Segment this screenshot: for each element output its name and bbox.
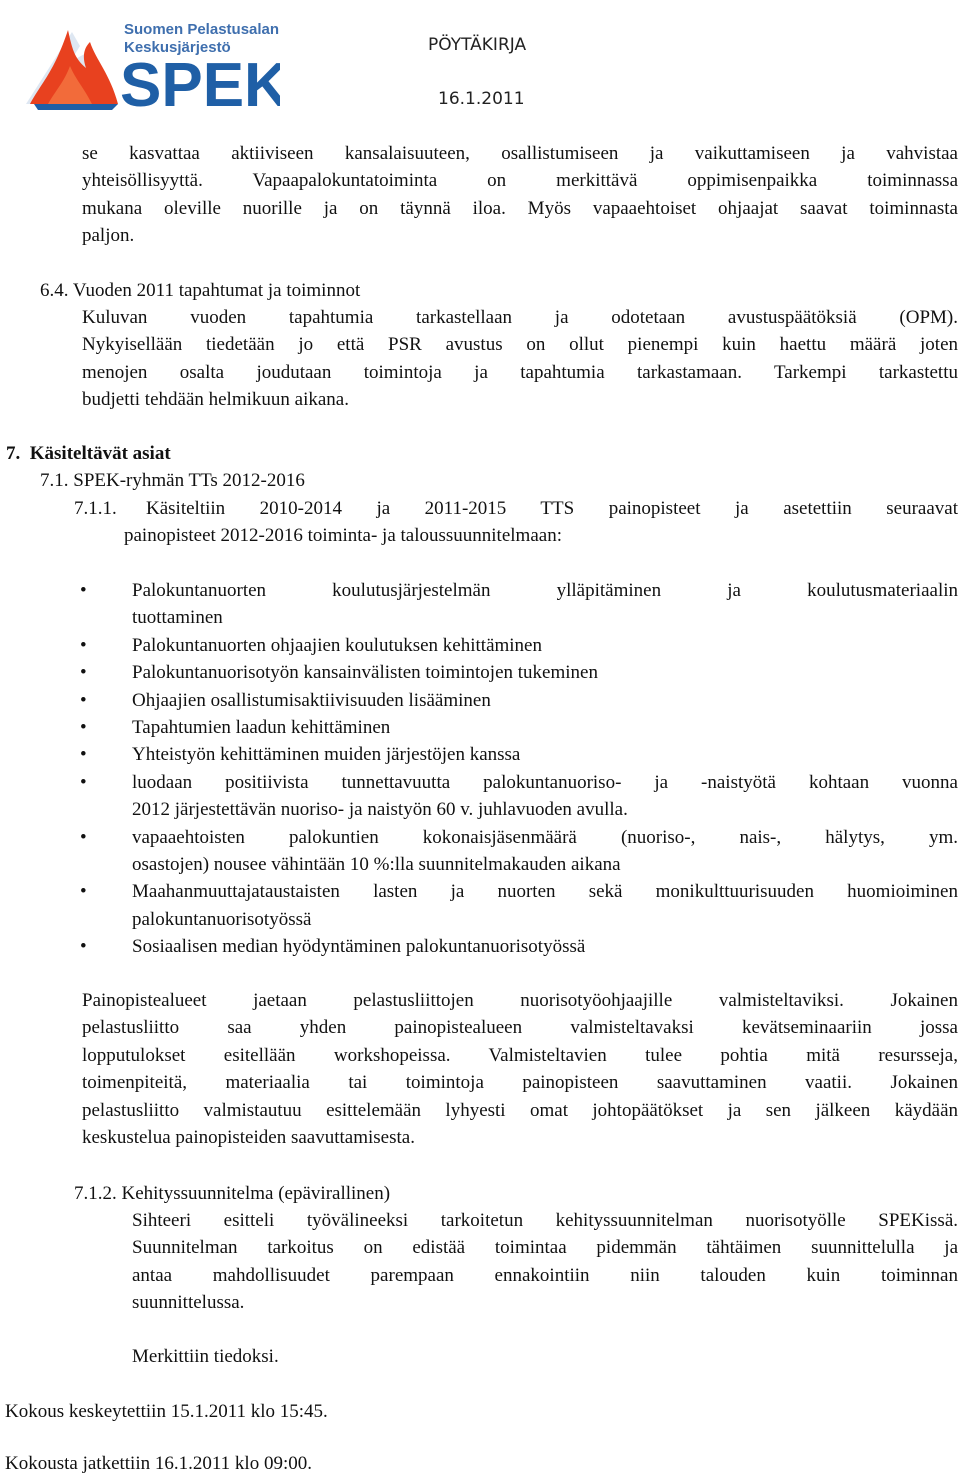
painopiste-line: keskustelua painopisteiden saavuttamisesta. bbox=[82, 1127, 415, 1149]
item-7-1-1-body bbox=[146, 495, 958, 522]
spek-logo bbox=[20, 12, 280, 112]
item-7-1-1-line: Käsiteltiin 2010-2014 ja 2011-2015 TTS painopisteet ja asetettiin seuraavat bbox=[146, 498, 958, 519]
bullet-icon: • bbox=[80, 689, 87, 711]
list-item-line: 2012 järjestettävän nuoriso- ja naistyön 60 v. juhlavuoden avulla. bbox=[132, 799, 628, 821]
bullet-icon: • bbox=[80, 662, 87, 684]
painopiste-line: toimenpiteitä, materiaalia tai toimintoja painopisteen saavuttaminen vaatii. Jokainen bbox=[82, 1072, 958, 1094]
list-item-line: Ohjaajien osallistumisaktiivisuuden lisääminen bbox=[132, 689, 491, 711]
item-7-1-2-line: antaa mahdollisuudet parempaan ennakointiin niin talouden kuin toiminnan bbox=[132, 1264, 958, 1286]
logo-org-line1: Suomen Pelastusalan bbox=[124, 21, 280, 38]
list-item-line: tuottaminen bbox=[132, 607, 223, 629]
doc-date: 16.1.2011 bbox=[438, 89, 525, 109]
painopiste-paragraph bbox=[82, 987, 958, 1151]
item-7-1-2-line: suunnittelussa. bbox=[132, 1292, 245, 1314]
section-6-4-body bbox=[82, 304, 958, 414]
item-7-1-2-line: Sihteeri esitteli työvälineeksi tarkoitetun kehityssuunnitelman nuorisotyölle SPEKissä. bbox=[132, 1210, 958, 1231]
list-item-line: Palokuntanuorten ohjaajien koulutuksen kehittäminen bbox=[132, 634, 542, 656]
list-item bbox=[80, 769, 958, 824]
bullet-icon: • bbox=[80, 771, 87, 793]
intro-line: yhteisöllisyyttä. Vapaapalokuntatoiminta on merkittävä oppimisenpaikka toiminnassa bbox=[82, 170, 958, 192]
intro-line: se kasvattaa aktiiviseen kansalaisuuteen, osallistumiseen ja vaikuttamiseen ja vahvistaa bbox=[82, 143, 958, 164]
meeting-resumed: Kokousta jatkettiin 16.1.2011 klo 09:00. bbox=[5, 1453, 312, 1474]
section-6-4-line: Nykyisellään tiedetään jo että PSR avustus on ollut pienempi kuin haettu määrä joten bbox=[82, 334, 958, 356]
bullet-icon: • bbox=[80, 580, 87, 601]
section-6-4-line: menojen osalta joudutaan toimintoja ja tapahtumia tarkastamaan. Tarkempi tarkastettu bbox=[82, 361, 958, 383]
list-item-line: Sosiaalisen median hyödyntäminen palokuntanuorisotyössä bbox=[132, 936, 586, 958]
item-7-1-1-number: 7.1.1. bbox=[74, 498, 117, 519]
painopiste-line: Painopistealueet jaetaan pelastusliittojen nuorisotyöohjaajille valmisteltaviksi. Jokainen bbox=[82, 990, 958, 1011]
list-item-line: Tapahtumien laadun kehittäminen bbox=[132, 717, 391, 739]
bullet-icon: • bbox=[80, 744, 87, 766]
list-item bbox=[80, 632, 958, 659]
bullet-icon: • bbox=[80, 826, 87, 848]
list-item bbox=[80, 741, 958, 768]
list-item bbox=[80, 878, 958, 933]
bullet-icon: • bbox=[80, 881, 87, 903]
painopiste-line: pelastusliitto saa yhden painopistealueen valmisteltavaksi kevätseminaariin jossa bbox=[82, 1017, 958, 1039]
intro-paragraph bbox=[82, 140, 958, 250]
list-item-line: osastojen) nousee vähintään 10 %:lla suunnitelmakauden aikana bbox=[132, 854, 621, 876]
logo-org-line2: Keskusjärjestö bbox=[124, 39, 231, 56]
list-item-line: Palokuntanuorisotyön kansainvälisten toimintojen tukeminen bbox=[132, 662, 598, 684]
painopiste-line: pelastusliitto valmistautuu esittelemään lyhyesti omat johtopäätökset ja sen jälkeen käydään bbox=[82, 1099, 958, 1121]
list-item bbox=[80, 659, 958, 686]
section-7-1-heading: 7.1. SPEK-ryhmän TTs 2012-2016 bbox=[40, 470, 305, 491]
item-7-1-2-line: Suunnitelman tarkoitus on edistää toimintaa pidemmän tähtäimen suunnittelulla ja bbox=[132, 1237, 958, 1259]
list-item-line: Palokuntanuorten koulutusjärjestelmän ylläpitäminen ja koulutusmateriaalin bbox=[132, 580, 958, 601]
section-6-4-line: Kuluvan vuoden tapahtumia tarkastellaan ja odotetaan avustuspäätöksiä (OPM). bbox=[82, 307, 958, 328]
section-6-4-heading: 6.4. Vuoden 2011 tapahtumat ja toiminnot bbox=[40, 280, 361, 301]
list-item bbox=[80, 714, 958, 741]
item-7-1-1-line: painopisteet 2012-2016 toiminta- ja taloussuunnitelmaan: bbox=[124, 525, 562, 546]
intro-line: paljon. bbox=[82, 225, 135, 247]
list-item-line: palokuntanuorisotyössä bbox=[132, 908, 312, 930]
list-item-line: Yhteistyön kehittäminen muiden järjestöjen kanssa bbox=[132, 744, 521, 766]
list-item bbox=[80, 933, 958, 960]
list-item-line: vapaaehtoisten palokuntien kokonaisjäsenmäärä (nuoriso-, nais-, hälytys, ym. bbox=[132, 826, 958, 848]
logo-wordmark: SPEK bbox=[120, 51, 280, 112]
priorities-list bbox=[80, 577, 958, 961]
spek-flame-logo-icon bbox=[20, 12, 280, 112]
list-item-line: Maahanmuuttajataustaisten lasten ja nuorten sekä monikulttuurisuuden huomioiminen bbox=[132, 881, 958, 903]
doc-type: PÖYTÄKIRJA bbox=[428, 35, 527, 55]
section-7-heading: 7. Käsiteltävät asiat bbox=[6, 443, 171, 464]
section-6-4-line: budjetti tehdään helmikuun aikana. bbox=[82, 389, 349, 411]
list-item bbox=[80, 687, 958, 714]
list-item bbox=[80, 577, 958, 632]
intro-line: mukana oleville nuorille ja on täynnä iloa. Myös vapaaehtoiset ohjaajat saavat toiminnasta bbox=[82, 197, 958, 219]
item-7-1-2-note: Merkittiin tiedoksi. bbox=[132, 1346, 279, 1367]
meeting-adjourned: Kokous keskeytettiin 15.1.2011 klo 15:45. bbox=[5, 1401, 328, 1422]
item-7-1-2-heading: 7.1.2. Kehityssuunnitelma (epävirallinen) bbox=[74, 1183, 391, 1204]
painopiste-line: lopputulokset esitellään workshopeissa. Valmisteltavien tulee pohtia mitä resursseja, bbox=[82, 1044, 958, 1066]
bullet-icon: • bbox=[80, 936, 87, 958]
list-item bbox=[80, 824, 958, 879]
bullet-icon: • bbox=[80, 634, 87, 656]
bullet-icon: • bbox=[80, 717, 87, 739]
list-item-line: luodaan positiivista tunnettavuutta palokuntanuoriso- ja -naistyötä kohtaan vuonna bbox=[132, 771, 958, 793]
item-7-1-2-body bbox=[132, 1207, 958, 1317]
